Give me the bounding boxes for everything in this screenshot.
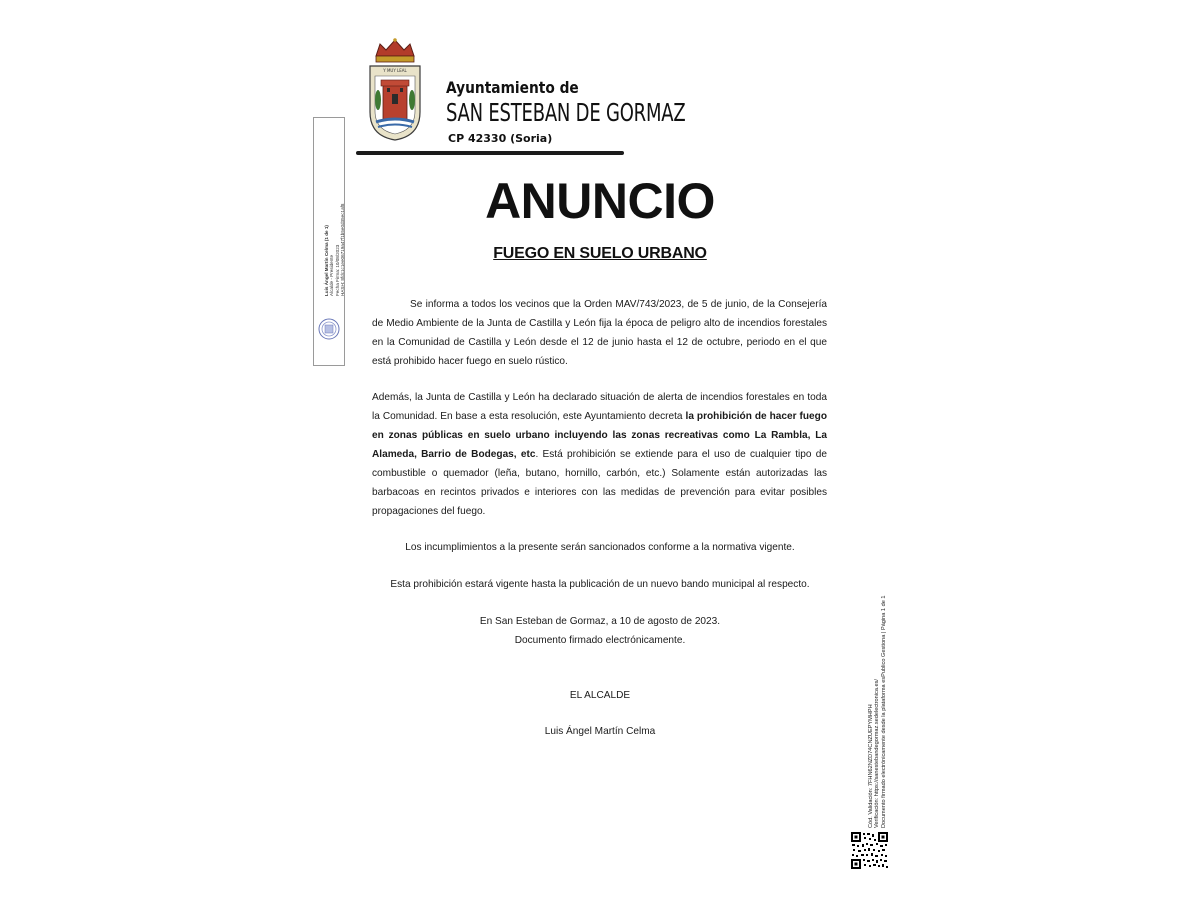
verification-platform: Documento firmado electrónicamente desde la plataforma esPublico Gestiona | Página 1 de 1: [880, 595, 887, 828]
postal-code: CP 42330 (Soria): [448, 132, 553, 145]
organization-name-line1: Ayuntamiento de: [446, 78, 579, 97]
paragraph-1: Se informa a todos los vecinos que la Orden MAV/743/2023, de 5 de junio, de la Consejería de Medio Ambiente de la Junta de Castilla y León fija la época de peligro alto de incendios forestales en la Comunidad de Castilla y León desde el 12 de junio hasta el 12 de octubre, periodo en el que está prohibido hacer fuego en suelo rústico.: [372, 299, 827, 367]
paragraph-2: [372, 388, 827, 521]
place-date-line: En San Esteban de Gormaz, a 10 de agosto de 2023.: [479, 616, 721, 627]
verification-strip: [868, 596, 887, 829]
signature-signer: Luis Ángel Martín Celma (1 de 1): [324, 225, 329, 296]
signed-electronically-line: Documento firmado electrónicamente.: [514, 635, 686, 646]
official-seal-icon: [318, 318, 340, 340]
coat-motto: Y MUY LEAL: [383, 68, 407, 73]
validity-line: Esta prohibición estará vigente hasta la publicación de un nuevo bando municipal al respecto.: [390, 579, 810, 590]
signatory-name: Luis Ángel Martín Celma: [544, 726, 656, 737]
paragraph-2-intro: Además, la Junta de Castilla y León ha declarado situación de alerta de incendios forestales en toda la Comunidad. En base a esta resolución, este Ayuntamiento decreta: [372, 392, 827, 422]
qr-code-icon[interactable]: [851, 832, 888, 869]
verification-code: Cód. Validación: 7FHN62NZD74CNZUEPYMHPH: [868, 704, 874, 828]
signatory-title: EL ALCALDE: [569, 690, 631, 701]
sanctions-line: Los incumplimientos a la presente serán sancionados conforme a la normativa vigente.: [405, 542, 795, 553]
page-subtitle: FUEGO EN SUELO URBANO: [493, 245, 707, 262]
paragraph-2-emphasis: la prohibición de hacer fuego en zonas públicas en suelo urbano incluyendo las zonas recreativas como La Rambla, La Alameda, Barrio de Bodegas, etc: [372, 411, 827, 460]
paragraph-2-rest: . Está prohibición se extiende para el uso de cualquier tipo de combustible o quemador (leña, butano, hornillo, carbón, etc.) Solamente están autorizadas las barbacoas en recintos privados e interiores con las medidas de prevención para evitar posibles propagaciones del fuego.: [372, 449, 827, 517]
signature-role: Alcalde - Presidente: [329, 254, 335, 296]
page-title: ANUNCIO: [485, 173, 715, 229]
verification-url[interactable]: Verificación: https://sanestebandegormaz.sedelectronica.es/: [874, 679, 881, 828]
coat-of-arms-logo: [366, 38, 424, 142]
signature-hash: HASH: 8fdc1c1ee06719a47f1b5e0d35ec1af8: [340, 203, 346, 296]
organization-name-line2: SAN ESTEBAN DE GORMAZ: [446, 98, 686, 127]
signature-date: Fecha Firma: 10/08/2023: [334, 244, 340, 296]
header-divider: [356, 151, 624, 155]
